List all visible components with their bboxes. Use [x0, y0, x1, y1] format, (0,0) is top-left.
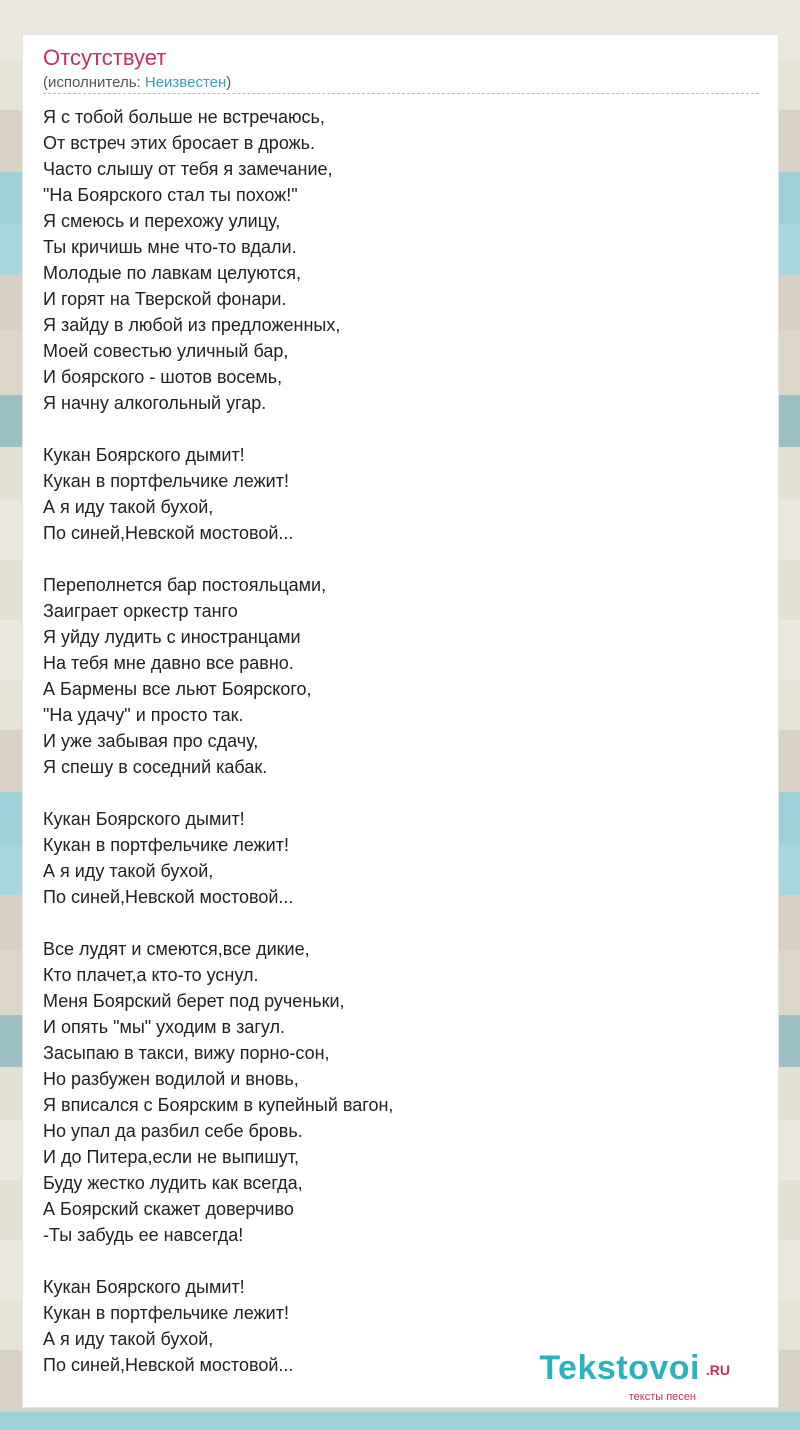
lyric-line: Кукан Боярского дымит!: [43, 809, 245, 829]
stanza-gap: [43, 780, 393, 806]
lyric-line: И горят на Тверской фонари.: [43, 289, 287, 309]
lyric-line: И до Питера,если не выпишут,: [43, 1147, 300, 1167]
stanza-gap: [43, 1248, 393, 1274]
lyric-line: А я иду такой бухой,: [43, 1329, 214, 1349]
lyric-line: Кукан в портфельчике лежит!: [43, 1303, 289, 1323]
lyric-line: Но упал да разбил себе бровь.: [43, 1121, 303, 1141]
lyric-line: Кукан в портфельчике лежит!: [43, 471, 289, 491]
lyric-line: "На удачу" и просто так.: [43, 705, 244, 725]
lyric-line: Я начну алкогольный угар.: [43, 393, 267, 413]
lyric-line: -Ты забудь ее навсегда!: [43, 1225, 244, 1245]
site-logo[interactable]: [538, 1349, 748, 1407]
lyric-line: Все лудят и смеются,все дикие,: [43, 939, 310, 959]
lyric-line: "На Боярского стал ты похож!": [43, 185, 298, 205]
logo-tagline: тексты песен: [628, 1391, 696, 1403]
stanza-gap: [43, 416, 393, 442]
lyrics-card: [22, 34, 779, 1408]
lyric-line: От встреч этих бросает в дрожь.: [43, 133, 316, 153]
lyric-line: Переполнется бар постояльцами,: [43, 575, 327, 595]
lyric-line: Кукан Боярского дымит!: [43, 1277, 245, 1297]
logo-brand: Tekstovoi: [539, 1349, 700, 1387]
lyric-line: Я смеюсь и перехожу улицу,: [43, 211, 281, 231]
lyric-line: И боярского - шотов восемь,: [43, 367, 283, 387]
performer-prefix: (исполнитель:: [43, 74, 145, 91]
lyric-line: Ты кричишь мне что-то вдали.: [43, 237, 297, 257]
lyric-line: Часто слышу от тебя я замечание,: [43, 159, 333, 179]
lyric-line: Кукан Боярского дымит!: [43, 445, 245, 465]
lyric-line: А я иду такой бухой,: [43, 861, 214, 881]
stanza-gap: [43, 546, 393, 572]
song-title: Отсутствует: [43, 45, 167, 70]
lyric-line: И опять "мы" уходим в загул.: [43, 1017, 286, 1037]
lyric-line: На тебя мне давно все равно.: [43, 653, 294, 673]
lyric-line: А Боярский скажет доверчиво: [43, 1199, 294, 1219]
lyric-line: И уже забывая про сдачу,: [43, 731, 259, 751]
lyric-line: Я уйду лудить с иностранцами: [43, 627, 301, 647]
lyric-line: Заиграет оркестр танго: [43, 601, 238, 621]
lyric-line: Молодые по лавкам целуются,: [43, 263, 301, 283]
lyrics-text: [43, 104, 393, 1378]
lyric-line: Я с тобой больше не встречаюсь,: [43, 107, 325, 127]
lyric-line: По синей,Невской мостовой...: [43, 887, 294, 907]
lyric-line: А я иду такой бухой,: [43, 497, 214, 517]
lyric-line: Буду жестко лудить как всегда,: [43, 1173, 303, 1193]
lyric-line: По синей,Невской мостовой...: [43, 523, 294, 543]
lyric-line: Кукан в портфельчике лежит!: [43, 835, 289, 855]
lyric-line: Моей совестью уличный бар,: [43, 341, 289, 361]
logo-tld: .RU: [705, 1362, 730, 1378]
performer-suffix: ): [226, 74, 232, 91]
dashed-divider: [43, 93, 759, 94]
lyric-line: Но разбужен водилой и вновь,: [43, 1069, 299, 1089]
lyric-line: Кто плачет,а кто-то уснул.: [43, 965, 259, 985]
performer-link[interactable]: Неизвестен: [144, 74, 227, 91]
lyric-line: Меня Боярский берет под рученьки,: [43, 991, 345, 1011]
lyric-line: Я зайду в любой из предложенных,: [43, 315, 341, 335]
lyric-line: По синей,Невской мостовой...: [43, 1355, 294, 1375]
lyric-line: Я спешу в соседний кабак.: [43, 757, 268, 777]
stanza-gap: [43, 910, 393, 936]
lyric-line: Засыпаю в такси, вижу порно-сон,: [43, 1043, 330, 1063]
lyric-line: А Бармены все льют Боярского,: [43, 679, 312, 699]
performer-line: [43, 74, 231, 91]
lyric-line: Я вписался с Боярским в купейный вагон,: [43, 1095, 394, 1115]
